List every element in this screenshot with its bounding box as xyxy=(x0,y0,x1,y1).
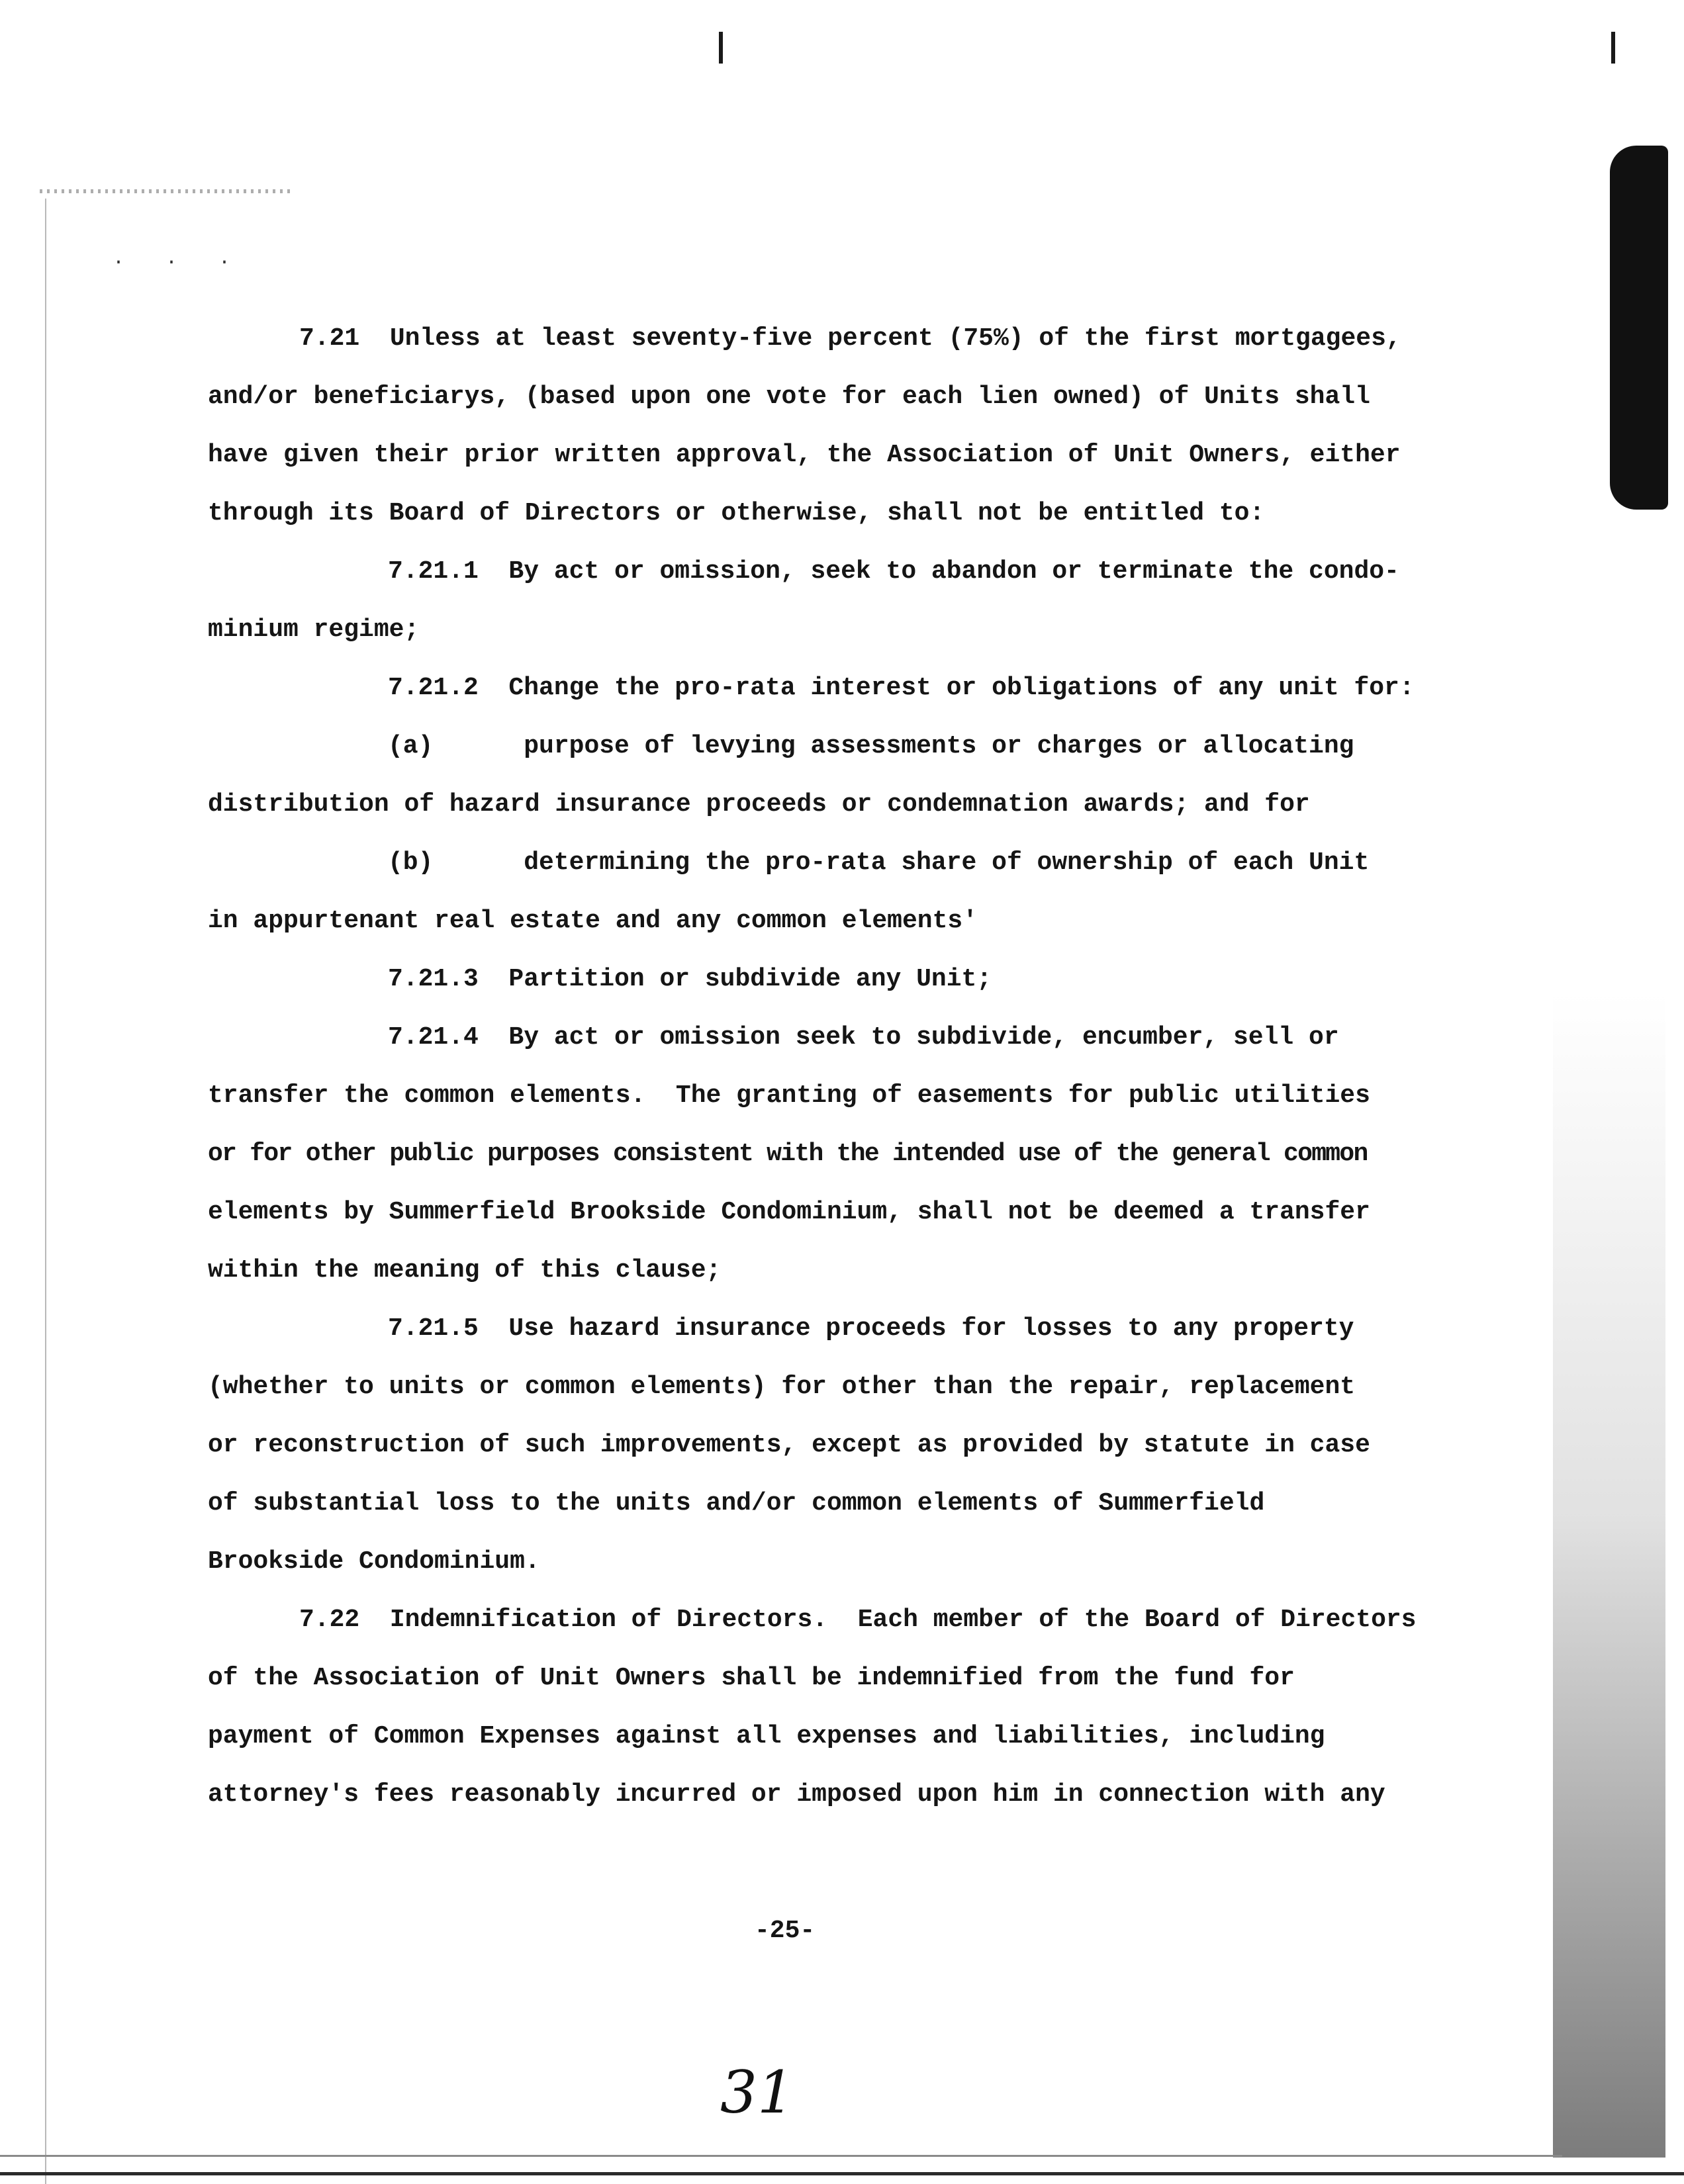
page-number: -25- xyxy=(755,1917,816,1945)
text-line: distribution of hazard insurance proceeds or condemnation awards; and for xyxy=(208,790,1310,819)
scan-tick-mark xyxy=(719,32,723,64)
text-line: (b) determining the pro-rata share of ownership of each Unit xyxy=(388,848,1370,877)
text-line: of substantial loss to the units and/or common elements of Summerfield xyxy=(208,1489,1265,1518)
text-line: attorney's fees reasonably incurred or imposed upon him in connection with any xyxy=(208,1780,1385,1809)
bottom-rule xyxy=(0,2172,1684,2175)
text-line: and/or beneficiarys, (based upon one vote for each lien owned) of Units shall xyxy=(208,383,1370,411)
text-line: within the meaning of this clause; xyxy=(208,1256,722,1285)
binder-tab-mark xyxy=(1610,146,1668,510)
text-line: Brookside Condominium. xyxy=(208,1547,540,1576)
scan-shadow xyxy=(1553,993,1665,2158)
text-line: 7.21 Unless at least seventy-five percent (75%) of the first mortgagees, xyxy=(299,324,1401,353)
text-line: payment of Common Expenses against all expenses and liabilities, including xyxy=(208,1722,1325,1751)
text-line: transfer the common elements. The granting of easements for public utilities xyxy=(208,1081,1370,1110)
scan-left-edge xyxy=(45,199,46,2184)
text-line: (whether to units or common elements) for other than the repair, replacement xyxy=(208,1373,1356,1401)
text-line: 7.22 Indemnification of Directors. Each member of the Board of Directors xyxy=(299,1606,1417,1634)
text-line: (a) purpose of levying assessments or charges or allocating xyxy=(388,732,1354,760)
text-line: of the Association of Unit Owners shall be indemnified from the fund for xyxy=(208,1664,1295,1692)
text-line: minium regime; xyxy=(208,615,420,644)
text-line: 7.21.4 By act or omission seek to subdivide, encumber, sell or xyxy=(388,1023,1339,1052)
text-line: through its Board of Directors or otherwise, shall not be entitled to: xyxy=(208,499,1265,527)
text-line: or reconstruction of such improvements, except as provided by statute in case xyxy=(208,1431,1370,1459)
scan-speckles xyxy=(40,189,291,193)
text-line: 7.21.2 Change the pro-rata interest or obligations of any unit for: xyxy=(388,674,1415,702)
text-line: 7.21.3 Partition or subdivide any Unit; xyxy=(388,965,992,993)
text-line: elements by Summerfield Brookside Condominium, shall not be deemed a transfer xyxy=(208,1198,1370,1226)
bottom-rule xyxy=(0,2155,1562,2157)
text-line: in appurtenant real estate and any common elements' xyxy=(208,907,978,935)
text-line: or for other public purposes consistent with the intended use of the general common xyxy=(208,1140,1368,1168)
scan-tick-mark xyxy=(1611,32,1615,64)
text-line: 7.21.1 By act or omission, seek to abandon or terminate the condo- xyxy=(388,557,1399,586)
text-line: have given their prior written approval, the Association of Unit Owners, either xyxy=(208,441,1401,469)
scan-dots: . . . xyxy=(113,248,246,270)
text-line: 7.21.5 Use hazard insurance proceeds for losses to any property xyxy=(388,1314,1354,1343)
handwritten-page-number: 31 xyxy=(720,2058,794,2126)
